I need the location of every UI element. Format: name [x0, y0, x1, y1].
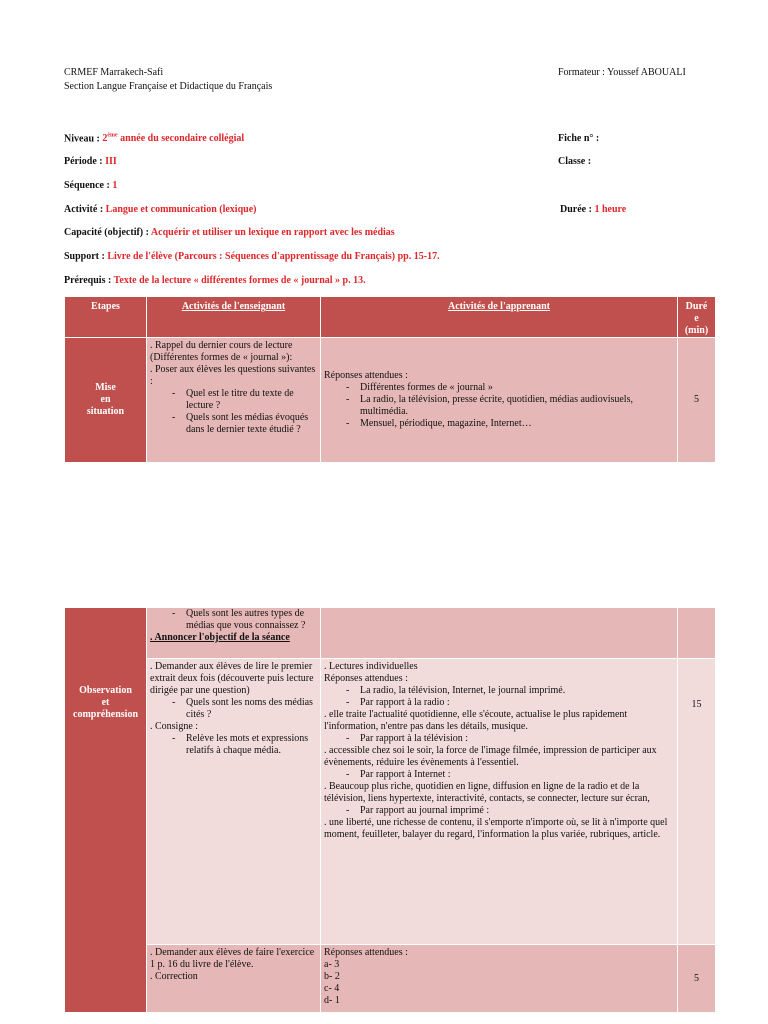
answer-item: - Par rapport à la radio :: [346, 697, 674, 709]
activite-value: Langue et communication (lexique): [105, 204, 257, 215]
niveau-field: [64, 133, 244, 144]
formateur: Formateur : Youssef ABOUALI: [558, 67, 686, 78]
institution-name: CRMEF Marrakech-Safi: [64, 67, 164, 78]
table-row-bottom: [65, 945, 716, 1013]
answer-internet: . Beaucoup plus riche, quotidien en ligne, diffusion en ligne de la radio et de la télévision, liens hypertexte, interactivité, contacts, se connecter, lecture sur écran,: [324, 781, 650, 804]
header-enseignant: Activités de l'enseignant: [147, 297, 321, 338]
question-item: - Quels sont les noms des médias cités ?: [172, 697, 317, 721]
activite-field: [64, 204, 256, 215]
duree-cell: 15: [678, 659, 716, 945]
answer-item: c- 4: [324, 983, 340, 994]
answer-item: a- 3: [324, 959, 340, 970]
enseignant-correction: . Correction: [150, 971, 198, 982]
answer-item: - La radio, la télévision, Internet, le journal imprimé.: [346, 685, 674, 697]
question-item: - Quels sont les médias évoqués dans le dernier texte étudié ?: [172, 412, 317, 436]
enseignant-poser: . Poser aux élèves les questions suivantes :: [150, 364, 316, 387]
capacite-value: Acquérir et utiliser un lexique en rapport avec les médias: [150, 227, 395, 238]
etape-line: situation: [86, 406, 125, 417]
answer-radio: . elle traite l'actualité quotidienne, elle s'écoute, actualise le plus rapidement l'information, n'entre pas dans les détails, musique.: [324, 709, 628, 732]
apprenant-cell-empty: [321, 608, 678, 659]
reponses-label: Réponses attendues :: [324, 673, 408, 684]
answer-item: - Mensuel, périodique, magazine, Internet…: [346, 418, 674, 430]
niveau-label: Niveau :: [64, 133, 103, 145]
capacite-field: [64, 227, 395, 238]
prerequis-field: [64, 275, 366, 286]
answer-item: - Par rapport à Internet :: [346, 769, 674, 781]
enseignant-cell: [147, 945, 321, 1013]
consigne-label: . Consigne :: [150, 721, 199, 732]
answer-television: . accessible chez soi le soir, la force de l'image filmée, impression de participer aux évènements, réduire les évènements à l'essentiel.: [324, 745, 657, 768]
fiche-field: Fiche n° :: [558, 133, 600, 144]
reponses-label: Réponses attendues :: [324, 947, 408, 958]
enseignant-cell: [147, 338, 321, 463]
niveau-num: 2: [102, 133, 108, 145]
apprenant-cell: [321, 945, 678, 1013]
classe-field: Classe :: [558, 156, 592, 167]
enseignant-cell: [147, 659, 321, 945]
question-item: - Quel est le titre du texte de lecture ?: [172, 388, 317, 412]
sequence-field: [64, 180, 117, 191]
etape-mise-en-situation: [65, 338, 147, 463]
enseignant-rappel: . Rappel du dernier cours de lecture (Différentes formes de « journal »):: [150, 340, 293, 363]
duree-header-line: e: [694, 313, 699, 324]
duree-header-line: Duré: [685, 301, 708, 312]
enseignant-cell: [147, 608, 321, 659]
duree-header-line: (min): [684, 325, 709, 336]
etape-line: Observation: [79, 685, 132, 696]
section-name: Section Langue Française et Didactique du Français: [64, 81, 273, 92]
prerequis-label: Prérequis :: [64, 275, 114, 286]
duree-label: Durée :: [560, 204, 595, 215]
etape-line: et: [101, 697, 110, 708]
duree-value: 1 heure: [594, 204, 627, 215]
duree-field: [560, 204, 626, 215]
table-row-top: [65, 608, 716, 659]
answer-item: b- 2: [324, 971, 340, 982]
consigne-item: - Relève les mots et expressions relatifs à chaque média.: [172, 733, 317, 757]
niveau-sup: ème: [107, 133, 118, 139]
lectures-individuelles: . Lectures individuelles: [324, 661, 418, 672]
answer-item: d- 1: [324, 995, 340, 1006]
reponses-label: Réponses attendues :: [324, 370, 408, 381]
enseignant-exercice: . Demander aux élèves de faire l'exercice 1 p. 16 du livre de l'élève.: [150, 947, 315, 970]
apprenant-cell: [321, 659, 678, 945]
sequence-value: 1: [112, 180, 118, 191]
header-apprenant: Activités de l'apprenant: [321, 297, 678, 338]
duree-cell-empty: [678, 608, 716, 659]
answer-item: - Par rapport à la télévision :: [346, 733, 674, 745]
answer-journal: . une liberté, une richesse de contenu, il s'emporte n'importe où, se lit à n'importe quel moment, feuilleter, balayer du regard, l'information la plus variée, rubriques, article.: [324, 817, 668, 840]
apprenant-cell: [321, 338, 678, 463]
duree-cell: 5: [678, 338, 716, 463]
niveau-rest: année du secondaire collégial: [117, 133, 245, 145]
etape-observation: [65, 608, 147, 1013]
answer-item: - La radio, la télévision, presse écrite, quotidien, médias audiovisuels, multimédia.: [346, 394, 674, 418]
lesson-table-1: [64, 296, 716, 463]
periode-value: III: [105, 156, 117, 167]
sequence-label: Séquence :: [64, 180, 113, 191]
niveau-value: [102, 133, 244, 144]
header-duree: [678, 297, 716, 338]
capacite-label: Capacité (objectif) :: [64, 227, 151, 238]
question-item: - Quels sont les autres types de médias que vous connaissez ?: [172, 608, 317, 632]
table-row-mid: [65, 659, 716, 945]
prerequis-value: Texte de la lecture « différentes formes de « journal » p. 13.: [113, 275, 366, 286]
support-field: [64, 251, 440, 262]
etape-line: compréhension: [73, 709, 138, 720]
table-row-mise-en-situation: [65, 338, 716, 463]
etape-line: en: [100, 394, 111, 405]
activite-label: Activité :: [64, 204, 106, 215]
duree-cell: 5: [678, 945, 716, 1013]
answer-item: - Différentes formes de « journal »: [346, 382, 674, 394]
lesson-table-2: [64, 607, 716, 1013]
header-etapes: Etapes: [65, 297, 147, 338]
periode-field: [64, 156, 117, 167]
table-header-row: [65, 297, 716, 338]
answer-item: - Par rapport au journal imprimé :: [346, 805, 674, 817]
enseignant-lire: . Demander aux élèves de lire le premier extrait deux fois (découverte puis lecture dirigée par une question): [150, 661, 314, 696]
annonce-objectif: . Annoncer l'objectif de la séance: [150, 632, 290, 643]
support-value: Livre de l'élève (Parcours : Séquences d'apprentissage du Français) pp. 15-17.: [107, 251, 440, 262]
etape-line: Mise: [95, 382, 116, 393]
periode-label: Période :: [64, 156, 106, 167]
support-label: Support :: [64, 251, 108, 262]
